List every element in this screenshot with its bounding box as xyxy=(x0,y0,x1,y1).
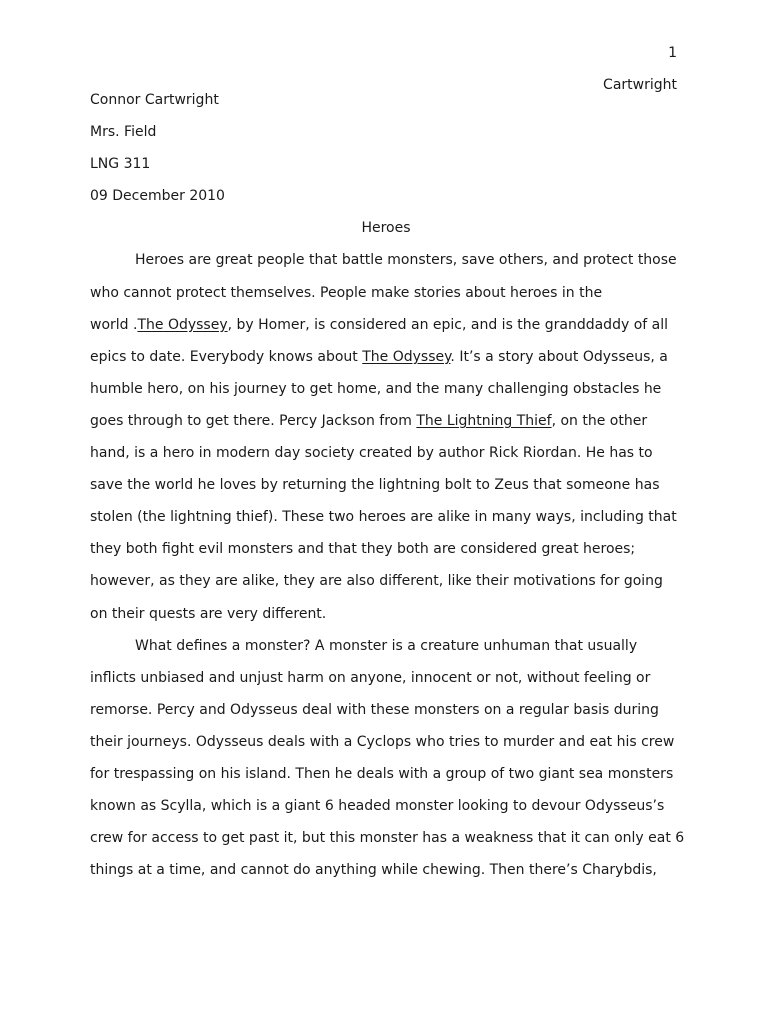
text-line xyxy=(90,565,682,597)
text-segment: crew for access to get past it, but this monster has a weakness that it can only eat 6 xyxy=(90,830,685,847)
text-segment: What defines a monster? A monster is a creature unhuman that usually xyxy=(135,637,638,654)
text-line xyxy=(90,694,682,726)
text-segment: , on the other xyxy=(551,412,648,429)
text-line xyxy=(90,501,682,533)
text-line xyxy=(90,662,682,694)
course-name: LNG 311 xyxy=(90,156,151,173)
text-line xyxy=(90,854,682,886)
text-segment: humble hero, on his journey to get home, and the many challenging obstacles he xyxy=(90,380,662,397)
page-number: 1 xyxy=(668,45,677,61)
text-line xyxy=(90,309,682,341)
text-line xyxy=(90,790,682,822)
book-title: The Odyssey xyxy=(137,316,228,333)
text-line xyxy=(90,758,682,790)
text-line xyxy=(90,405,682,437)
text-segment: goes through to get there. Percy Jackson from xyxy=(90,412,417,429)
document-body xyxy=(90,84,685,886)
text-segment: hand, is a hero in modern day society created by author Rick Riordan. He has to xyxy=(90,445,653,462)
text-segment: remorse. Percy and Odysseus deal with these monsters on a regular basis during xyxy=(90,701,659,718)
text-segment: known as Scylla, which is a giant 6 headed monster looking to devour Odysseus’s xyxy=(90,798,665,815)
text-segment: world . xyxy=(90,316,138,333)
text-line xyxy=(90,726,682,758)
text-segment: who cannot protect themselves. People make stories about heroes in the xyxy=(90,284,603,301)
text-segment: on their quests are very different. xyxy=(90,605,327,622)
book-title: The Lightning Thief xyxy=(416,412,552,429)
text-line xyxy=(90,277,682,309)
text-segment: inflicts unbiased and unjust harm on anyone, innocent or not, without feeling or xyxy=(90,669,651,686)
text-segment: their journeys. Odysseus deals with a Cyclops who tries to murder and eat his crew xyxy=(90,733,675,750)
text-segment: . It’s a story about Odysseus, a xyxy=(450,348,668,365)
book-title: The Odyssey xyxy=(362,348,451,365)
text-segment: they both fight evil monsters and that they both are considered great heroes; xyxy=(90,541,636,558)
essay-title: Heroes xyxy=(361,220,411,237)
author-name: Connor Cartwright xyxy=(90,92,219,108)
text-segment: however, as they are alike, they are also different, like their motivations for going xyxy=(90,573,663,590)
text-segment: stolen (the lightning thief). These two heroes are alike in many ways, including that xyxy=(90,509,677,526)
text-line xyxy=(90,244,682,276)
text-line xyxy=(90,469,682,501)
text-segment: epics to date. Everybody knows about xyxy=(90,348,363,365)
text-segment: , by Homer, is considered an epic, and is the granddaddy of all xyxy=(227,316,668,333)
text-segment: save the world he loves by returning the lightning bolt to Zeus that someone has xyxy=(90,477,660,494)
essay-date: 09 December 2010 xyxy=(90,188,225,205)
text-segment: for trespassing on his island. Then he deals with a group of two giant sea monsters xyxy=(90,765,674,782)
text-line xyxy=(90,437,682,469)
text-line xyxy=(90,598,682,630)
text-line xyxy=(90,533,682,565)
running-head: Cartwright xyxy=(603,77,677,93)
text-segment: Heroes are great people that battle monsters, save others, and protect those xyxy=(135,252,677,269)
text-line xyxy=(90,630,682,662)
text-line xyxy=(90,341,682,373)
instructor-name: Mrs. Field xyxy=(90,124,157,141)
text-line xyxy=(90,373,682,405)
text-segment: things at a time, and cannot do anything while chewing. Then there’s Charybdis, xyxy=(90,862,657,879)
text-line xyxy=(90,822,685,854)
